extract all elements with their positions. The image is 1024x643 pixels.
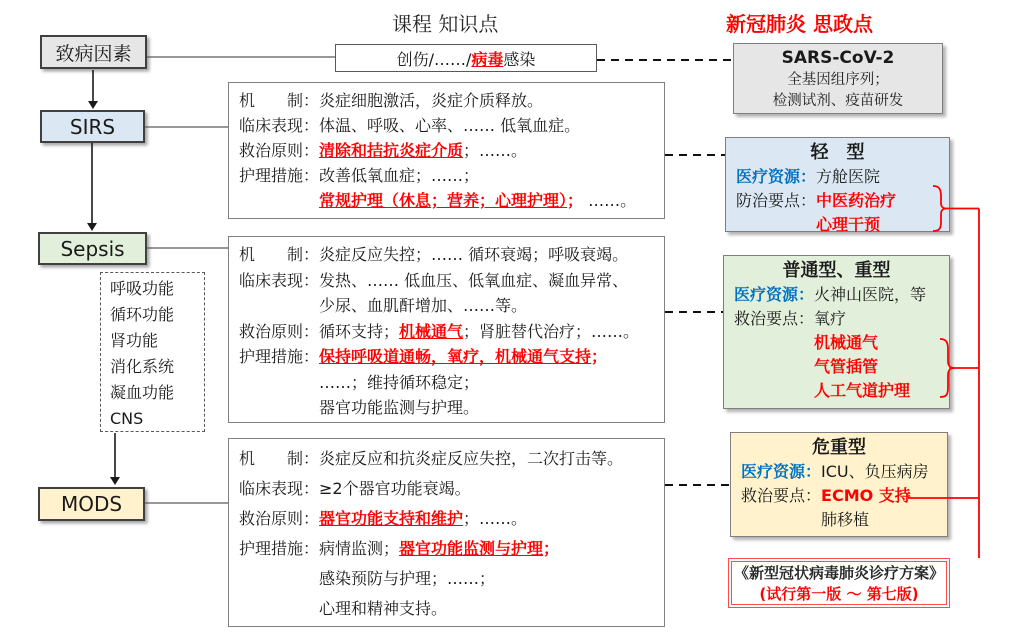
arrow-sirs-to-sepsis [87,143,97,231]
covid-row-value: 机械通气 [814,333,879,352]
organ-item: 循环功能 [110,305,175,324]
detail-line [239,594,654,624]
covid-row-value: 肺移植 [821,510,870,529]
detail-line-text: ……。 [583,191,637,210]
detail-line-label: 机 制： [239,245,320,264]
detail-line [239,268,654,294]
detail-line [239,242,654,268]
mods-detail-box [228,438,665,627]
sirs-detail-box [228,82,665,219]
detail-line [239,88,654,113]
protocol-title: 《新型冠状病毒肺炎诊疗方案》 [733,564,944,582]
detail-line-text: ；……。 [463,509,528,528]
covid-box-title: 轻 型 [810,142,865,163]
sars-title: SARS-CoV-2 [781,48,895,68]
covid-row-value: 氧疗 [814,309,847,328]
covid-box-row [726,189,949,213]
detail-line [239,138,654,163]
sars-line-genome: 全基因组序列； [787,72,889,88]
organ-item: 凝血功能 [110,383,175,402]
protocol-box [728,558,950,608]
detail-line-label: 救治原则： [239,509,320,528]
detail-line-label: 护理措施： [239,347,320,366]
organ-item: 肾功能 [110,331,159,350]
detail-line-text: 常规护理（休息；营养；心理护理） [319,191,568,210]
node-mods: MODS [38,487,145,521]
detail-line-text: 循环支持； [319,321,400,341]
covid-box-row [724,307,949,331]
detail-line [239,293,654,319]
detail-line [239,564,654,594]
detail-line-label: 机 制： [239,449,320,468]
covid-row-value: 火神山医院，等 [814,285,927,304]
sars-line-testkits: 检测试剂、疫苗研发 [772,93,904,109]
covid-row-label: 医疗资源： [741,462,822,481]
trigger-box [335,44,597,72]
organ-function-list [100,272,205,432]
covid-box-title: 危重型 [812,437,866,458]
detail-line-label: 临床表现： [239,270,320,290]
covid-row-label: 救治要点： [741,486,822,505]
detail-line-text: 体温、呼吸、心率、…… 低氧血症。 [319,116,581,135]
detail-line-text: ；……。 [463,141,528,160]
detail-line [239,319,654,345]
detail-line-text: ≥2个器官功能衰竭。 [319,479,471,498]
detail-line-text: 心理和精神支持。 [319,599,448,618]
covid-box-row [726,165,949,189]
covid-moderate-severe-box [723,255,950,409]
detail-line-text: ； [567,191,584,210]
node-pathogenic-factors: 致病因素 [40,35,147,69]
detail-line [239,395,654,421]
covid-row-value: 人工气道护理 [814,381,911,400]
detail-line-text: 炎症细胞激活，炎症介质释放。 [319,91,544,110]
detail-line-text: ……；维持循环稳定； [319,372,480,392]
arrow-cause-to-sirs [88,70,98,109]
covid-box-row [724,379,949,403]
detail-line [239,474,654,504]
covid-row-value: 心理干预 [816,215,881,234]
detail-line-text: 发热、…… 低血压、低氧血症、凝血异常、 [319,270,629,290]
detail-line-text: 清除和拮抗炎症介质 [319,141,464,160]
covid-box-row [724,355,949,379]
covid-row-label: 防治要点： [736,191,817,210]
trigger-suffix: 感染 [503,49,536,69]
node-sepsis: Sepsis [38,232,147,265]
trigger-prefix: 创伤/……/ [396,49,472,69]
detail-line-text: ；肾脏替代治疗；……。 [463,321,640,341]
sepsis-detail-box [228,236,665,423]
detail-line-text: 少尿、血肌酐增加、……等。 [319,296,528,315]
protocol-editions: (试行第一版 ～ 第七版) [759,585,919,603]
detail-line-label: 救治原则： [239,321,320,341]
arrow-organs-to-mods [110,433,120,485]
covid-box-row [731,484,947,508]
detail-line-text: 改善低氧血症；……； [319,166,480,185]
detail-line-text: 保持呼吸道通畅，氧疗，机械通气支持 [319,347,592,366]
detail-line [239,163,654,188]
trigger-highlight-virus: 病毒 [471,49,504,69]
covid-box-row [726,213,949,237]
course-knowledge-title: 课程 知识点 [392,12,499,36]
detail-line-label: 护理措施： [239,539,320,558]
covid-box-row [724,283,949,307]
detail-line-label: 机 制： [239,91,320,110]
detail-line-text: ； [543,539,560,558]
covid-row-value: ICU、负压病房 [821,462,929,481]
covid-row-value: 方舱医院 [816,167,881,186]
covid-row-value: 中医药治疗 [816,191,897,210]
detail-line-text: 机械通气 [399,321,464,341]
detail-line [239,370,654,396]
organ-item: CNS [110,409,144,428]
organ-item: 消化系统 [110,357,175,376]
detail-line-text: 炎症反应失控；…… 循环衰竭；呼吸衰竭。 [319,245,629,264]
covid-ideology-title: 新冠肺炎 思政点 [726,12,873,36]
covid-box-row [731,508,947,532]
covid-row-value: ECMO 支持 [821,486,911,505]
detail-line-label: 护理措施： [239,166,320,185]
detail-line-label: 临床表现： [239,479,320,498]
detail-line-text: 器官功能支持和维护 [319,509,464,528]
detail-line [239,444,654,474]
covid-row-label: 救治要点： [734,309,815,328]
detail-line [239,113,654,138]
covid-critical-box [730,432,948,537]
detail-line [239,534,654,564]
detail-line [239,188,654,213]
detail-line-text: 感染预防与护理；……； [319,569,496,588]
covid-mild-box [725,137,950,232]
detail-line-text: ； [591,347,608,366]
detail-line-text: 器官功能监测与护理 [399,539,544,558]
detail-line-text: 病情监测； [319,539,400,558]
node-sirs: SIRS [40,110,145,143]
detail-line [239,504,654,534]
detail-line-label: 救治原则： [239,141,320,160]
covid-box-row [731,460,947,484]
detail-line-label: 临床表现： [239,116,320,135]
covid-row-label: 医疗资源： [734,285,815,304]
covid-box-title: 普通型、重型 [782,260,891,281]
detail-line [239,344,654,370]
detail-line-text: 器官功能监测与护理。 [319,398,480,417]
sars-cov-2-box [733,43,943,114]
detail-line-text: 炎症反应和抗炎症反应失控，二次打击等。 [319,449,624,468]
organ-item: 呼吸功能 [110,279,175,298]
covid-row-label: 医疗资源： [736,167,817,186]
covid-box-row [724,331,949,355]
covid-row-value: 气管插管 [814,357,879,376]
